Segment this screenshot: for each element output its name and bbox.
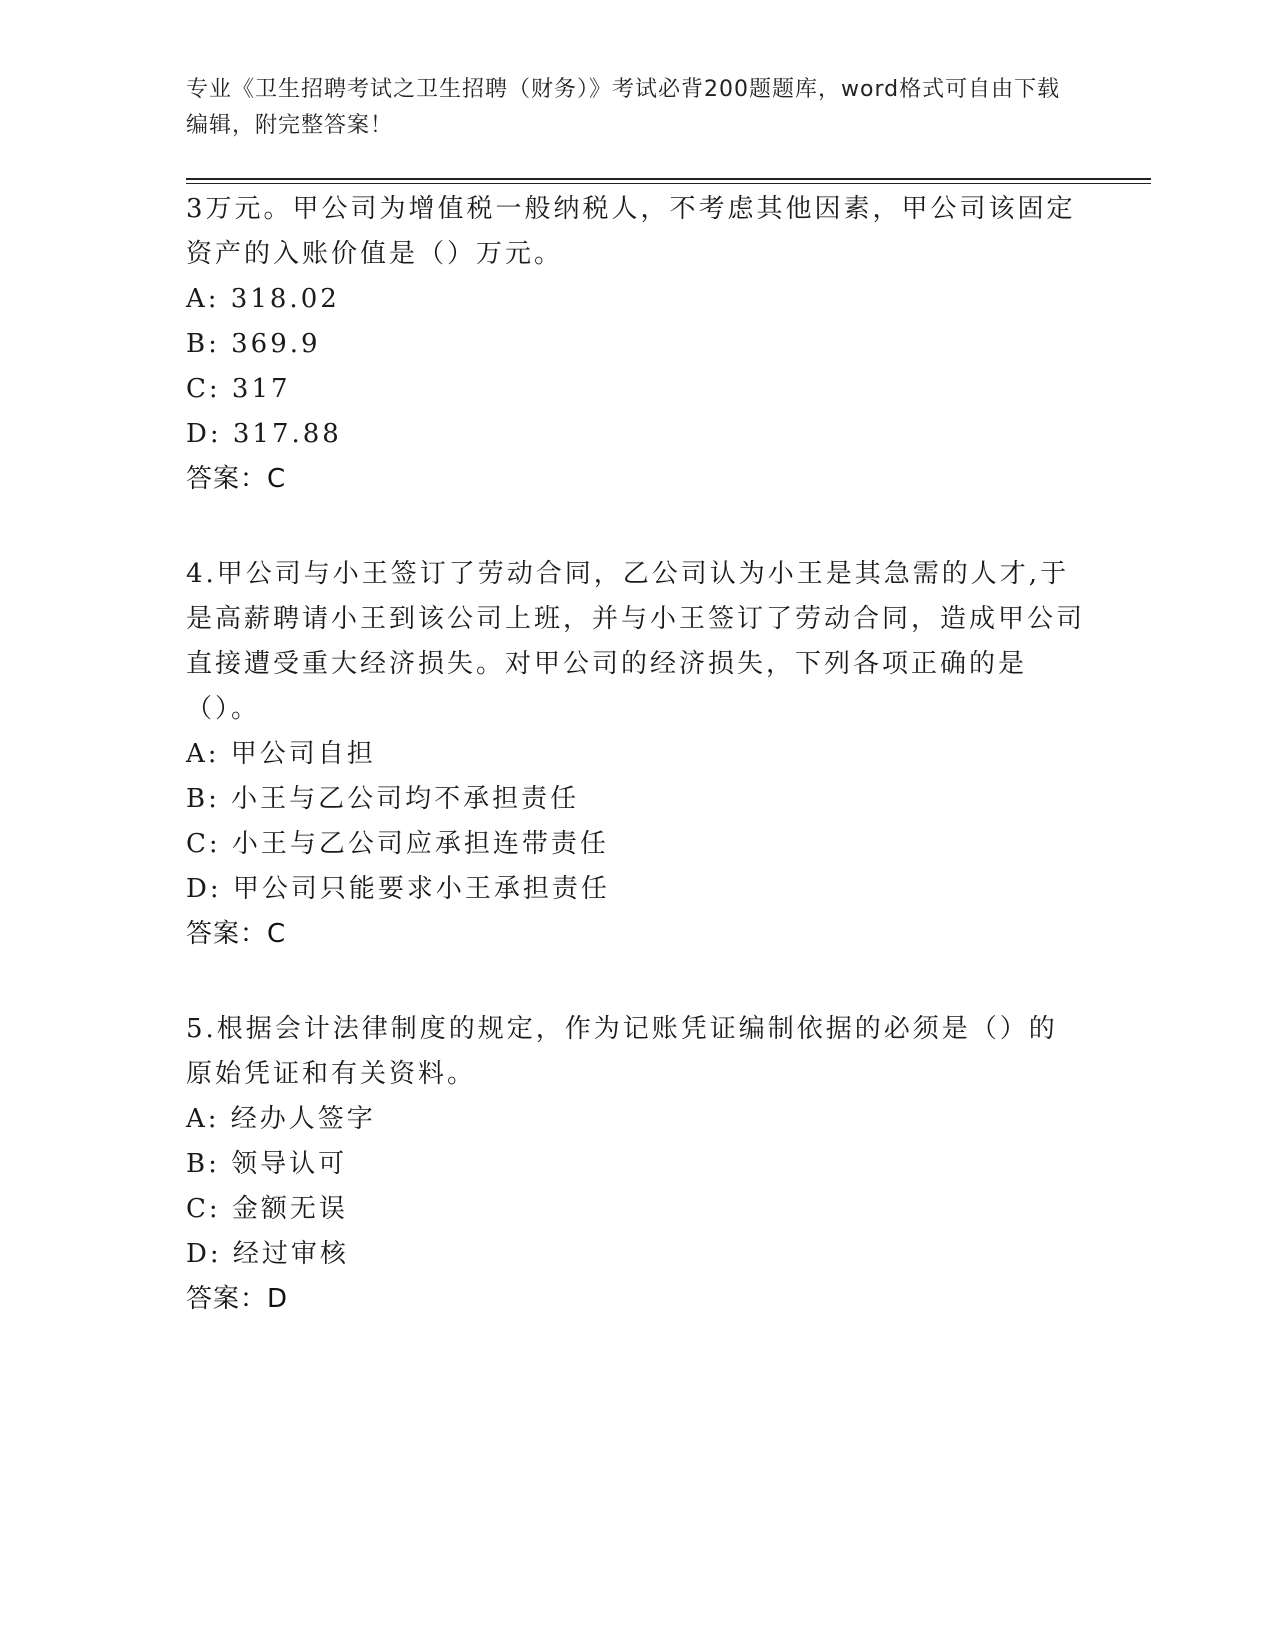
answer: 答案：D <box>186 1284 289 1314</box>
option-c: C: 小王与乙公司应承担连带责任 <box>186 829 609 859</box>
option-a: A: 318.02 <box>186 284 340 314</box>
question-3 <box>186 187 1086 502</box>
answer: 答案：C <box>186 919 287 949</box>
question-4 <box>186 552 1086 957</box>
header-rule-thick <box>186 178 1151 180</box>
question-stem: 4.甲公司与小王签订了劳动合同，乙公司认为小王是其急需的人才,于是高薪聘请小王到该公司上班，并与小王签订了劳动合同，造成甲公司直接遭受重大经济损失。对甲公司的经济损失，下列各项正确的是（）。 <box>186 559 1086 724</box>
option-d: D: 经过审核 <box>186 1239 349 1269</box>
option-c: C: 金额无误 <box>186 1194 348 1224</box>
option-a: A: 甲公司自担 <box>186 739 376 769</box>
question-5 <box>186 1007 1086 1322</box>
header-rule-thin <box>186 183 1151 184</box>
option-b: B: 小王与乙公司均不承担责任 <box>186 784 580 814</box>
option-d: D: 317.88 <box>186 419 342 449</box>
option-a: A: 经办人签字 <box>186 1104 376 1134</box>
option-b: B: 领导认可 <box>186 1149 348 1179</box>
document-header: 专业《卫生招聘考试之卫生招聘（财务）》考试必背200题题库，word格式可自由下载编辑，附完整答案！ <box>186 77 1061 138</box>
question-stem: 3万元。甲公司为增值税一般纳税人，不考虑其他因素，甲公司该固定资产的入账价值是（）万元。 <box>186 194 1076 269</box>
option-d: D: 甲公司只能要求小王承担责任 <box>186 874 610 904</box>
option-b: B: 369.9 <box>186 329 321 359</box>
answer: 答案：C <box>186 464 287 494</box>
option-c: C: 317 <box>186 374 291 404</box>
question-stem: 5.根据会计法律制度的规定，作为记账凭证编制依据的必须是（）的原始凭证和有关资料。 <box>186 1014 1058 1089</box>
